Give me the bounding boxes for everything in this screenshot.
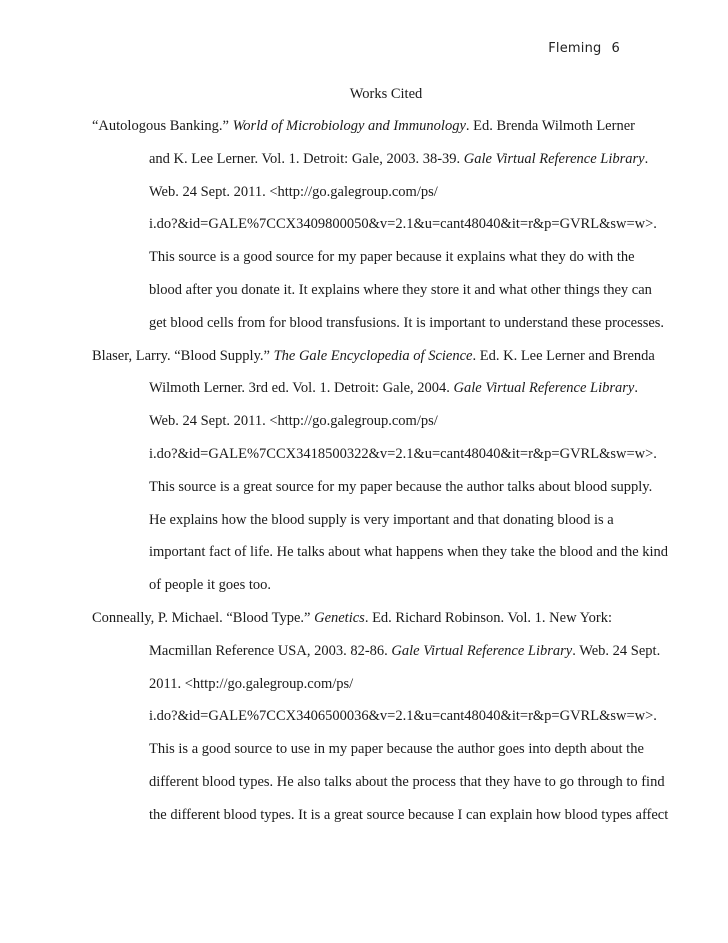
citation-text: Web. 24 Sept. 2011. <http://go.galegroup.com/ps/ bbox=[149, 413, 438, 430]
citation-line bbox=[92, 184, 682, 217]
citation-line bbox=[92, 479, 682, 512]
citation-text: Conneally, P. Michael. “Blood Type.” bbox=[92, 609, 315, 626]
citation-text: . Ed. Brenda Wilmoth Lerner bbox=[465, 118, 635, 134]
citation-text: Blaser, Larry. “Blood Supply.” bbox=[92, 347, 274, 364]
citation-text: 2011. <http://go.galegroup.com/ps/ bbox=[149, 675, 354, 692]
citation-entry bbox=[92, 348, 682, 610]
header-author: Fleming bbox=[548, 41, 602, 56]
citation-line bbox=[92, 512, 682, 545]
citation-line bbox=[92, 282, 682, 315]
page-number: 6 bbox=[611, 41, 620, 56]
citation-text: Macmillan Reference USA, 2003. 82-86. bbox=[149, 642, 392, 659]
citation-entry bbox=[92, 610, 682, 840]
running-header bbox=[548, 41, 620, 56]
citation-text: “Autologous Banking.” bbox=[92, 118, 233, 134]
citation-title-text: Genetics bbox=[314, 609, 365, 626]
citation-text: . Ed. K. Lee Lerner and Brenda bbox=[472, 347, 655, 364]
citation-entry bbox=[92, 118, 682, 348]
citation-line bbox=[92, 249, 682, 282]
citation-text: This is a good source to use in my paper because the author goes into depth about the bbox=[149, 741, 644, 758]
citation-title-text: The Gale Encyclopedia of Science bbox=[273, 347, 473, 364]
citation-text: . Web. 24 Sept. bbox=[572, 642, 661, 659]
citation-line bbox=[92, 676, 682, 709]
citation-text: . bbox=[634, 380, 638, 397]
works-cited-title: Works Cited bbox=[349, 86, 423, 102]
citation-text: . bbox=[644, 150, 649, 167]
citation-title-text: Gale Virtual Reference Library bbox=[391, 642, 573, 659]
citation-line bbox=[92, 118, 682, 151]
citation-line bbox=[92, 708, 682, 741]
citation-line bbox=[92, 577, 682, 610]
citation-line bbox=[92, 807, 682, 840]
citation-text: different blood types. He also talks about the process that they have to go through to find bbox=[149, 773, 665, 790]
citation-line bbox=[92, 544, 682, 577]
citation-text: important fact of life. He talks about what happens when they take the blood and the kind bbox=[149, 544, 669, 561]
citation-text: He explains how the blood supply is very important and that donating blood is a bbox=[149, 511, 614, 528]
citation-text: i.do?&id=GALE%7CCX3406500036&v=2.1&u=cant48040&it=r&p=GVRL&sw=w>. bbox=[149, 708, 657, 725]
citation-line bbox=[92, 741, 682, 774]
citation-text: Wilmoth Lerner. 3rd ed. Vol. 1. Detroit: Gale, 2004. bbox=[149, 380, 454, 397]
citation-line bbox=[92, 643, 682, 676]
citation-line bbox=[92, 610, 682, 643]
citation-text: i.do?&id=GALE%7CCX3418500322&v=2.1&u=cant48040&it=r&p=GVRL&sw=w>. bbox=[149, 445, 657, 462]
citation-title-text: Gale Virtual Reference Library bbox=[453, 380, 635, 397]
citation-line bbox=[92, 216, 682, 249]
citation-text: . Ed. Richard Robinson. Vol. 1. New York: bbox=[364, 609, 613, 626]
citation-line bbox=[92, 348, 682, 381]
citation-text: get blood cells from for blood transfusions. It is important to understand these processes. bbox=[149, 314, 665, 331]
citation-line bbox=[92, 380, 682, 413]
citation-text: and K. Lee Lerner. Vol. 1. Detroit: Gale, 2003. 38-39. bbox=[149, 150, 464, 167]
citation-text: of people it goes too. bbox=[149, 577, 272, 594]
citation-text: This source is a great source for my paper because the author talks about blood supply. bbox=[149, 478, 653, 495]
citation-text: This source is a good source for my paper because it explains what they do with the bbox=[149, 249, 635, 266]
citation-line bbox=[92, 774, 682, 807]
citation-text: Web. 24 Sept. 2011. <http://go.galegroup.com/ps/ bbox=[149, 183, 438, 200]
citation-line bbox=[92, 315, 682, 348]
citation-title-text: World of Microbiology and Immunology bbox=[232, 118, 466, 134]
citation-line bbox=[92, 413, 682, 446]
citation-line bbox=[92, 446, 682, 479]
works-cited-list bbox=[92, 118, 682, 840]
citation-text: the different blood types. It is a great source because I can explain how blood types affect bbox=[149, 806, 669, 823]
citation-line bbox=[92, 151, 682, 184]
citation-text: i.do?&id=GALE%7CCX3409800050&v=2.1&u=cant48040&it=r&p=GVRL&sw=w>. bbox=[149, 216, 657, 233]
citation-title-text: Gale Virtual Reference Library bbox=[463, 150, 645, 167]
citation-text: blood after you donate it. It explains where they store it and what other things they can bbox=[149, 281, 652, 298]
